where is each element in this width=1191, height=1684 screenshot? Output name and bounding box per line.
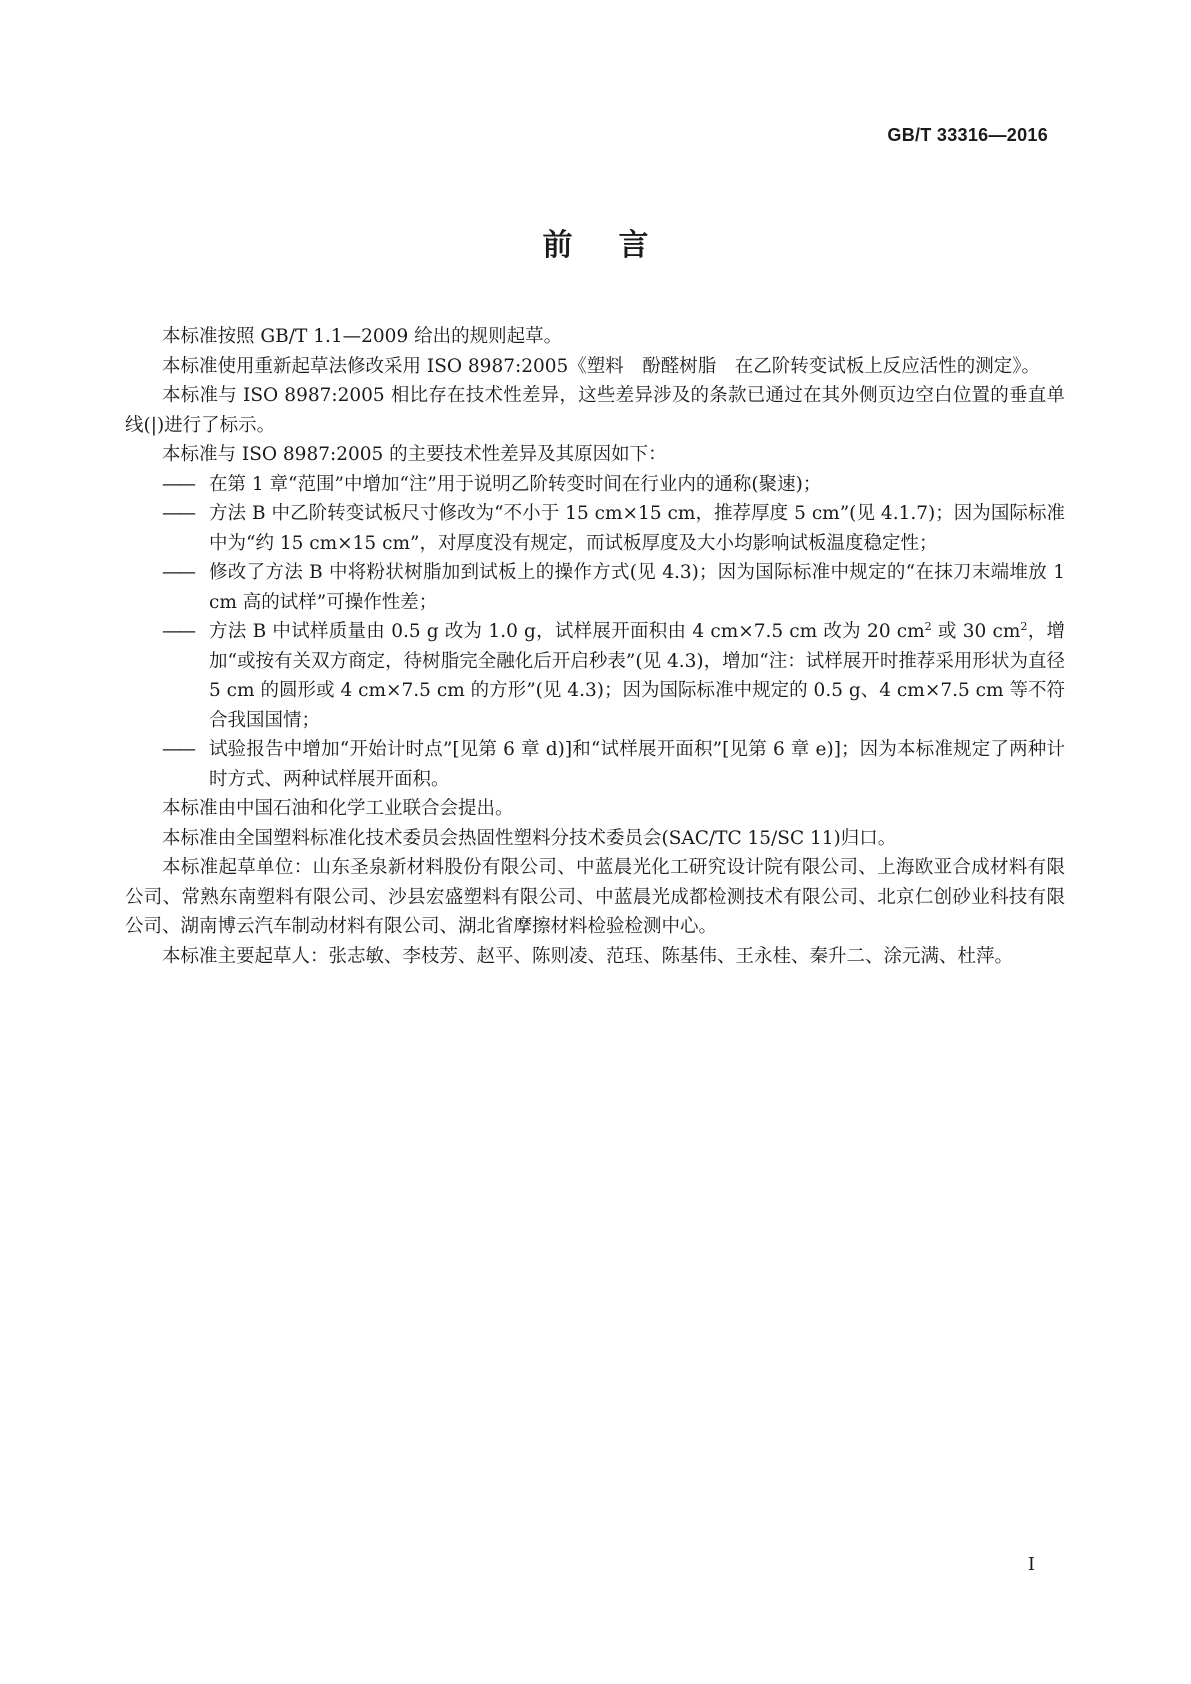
list-item bbox=[125, 617, 1065, 735]
page-number: I bbox=[1027, 1554, 1035, 1575]
dash-marker: —— bbox=[162, 562, 193, 583]
dash-marker: —— bbox=[162, 503, 193, 524]
paragraph-proposer: 本标准由中国石油和化学工业联合会提出。 bbox=[162, 798, 514, 819]
dash-marker: —— bbox=[162, 473, 193, 495]
list-item-text-part: 或 30 cm bbox=[931, 621, 1021, 642]
list-item-text: 在第 1 章“范围”中增加“注”用于说明乙阶转变时间在行业内的通称(聚速)； bbox=[209, 473, 822, 495]
paragraph-differences-intro: 本标准与 ISO 8987:2005 的主要技术性差异及其原因如下： bbox=[162, 444, 667, 465]
list-item-text: 方法 B 中乙阶转变试板尺寸修改为“不小于 15 cm×15 cm，推荐厚度 5 cm”(见 4.1.7)；因为国际标准中为“约 15 cm×15 cm”，对厚度没有规定，而试板厚度及大小均影响试板温度稳定性； bbox=[209, 503, 1065, 554]
page-title: 前言 bbox=[542, 228, 695, 263]
list-item bbox=[125, 735, 1065, 794]
standard-number: GB/T 33316—2016 bbox=[887, 125, 1048, 145]
list-item bbox=[125, 499, 1065, 558]
paragraph-drafting-units: 本标准起草单位：山东圣泉新材料股份有限公司、中蓝晨光化工研究设计院有限公司、上海欧亚合成材料有限公司、常熟东南塑料有限公司、沙县宏盛塑料有限公司、中蓝晨光成都检测技术有限公司、北京仁创砂业科技有限公司、湖南博云汽车制动材料有限公司、湖北省摩擦材料检验检测中心。 bbox=[125, 857, 1065, 937]
list-item-text-part: ，增加“或按有关双方商定，待树脂完全融化后开启秒表”(见 4.3)，增加“注：试样展开时推荐采用形状为直径 5 cm 的圆形或 4 cm×7.5 cm 的方形”(见 4.3)；因为国际标准中规定的 0.5 g、4 cm×7.5 cm 等不符合我国国情； bbox=[209, 621, 1065, 731]
paragraph-drafters: 本标准主要起草人：张志敏、李枝芳、赵平、陈则凌、范珏、陈基伟、王永桂、秦升二、涂元满、杜萍。 bbox=[162, 945, 1014, 967]
list-item-text bbox=[209, 621, 1065, 731]
list-item bbox=[125, 558, 1065, 617]
dash-marker: —— bbox=[162, 621, 193, 642]
superscript: 2 bbox=[924, 619, 932, 633]
foreword-body bbox=[125, 322, 1065, 971]
superscript: 2 bbox=[1020, 619, 1028, 633]
list-item bbox=[125, 470, 1065, 500]
list-item-text: 修改了方法 B 中将粉状树脂加到试板上的操作方式(见 4.3)；因为国际标准中规定的“在抹刀末端堆放 1 cm 高的试样”可操作性差； bbox=[209, 562, 1065, 613]
dash-marker: —— bbox=[162, 739, 193, 760]
list-item-text-part: 方法 B 中试样质量由 0.5 g 改为 1.0 g，试样展开面积由 4 cm×7.5 cm 改为 20 cm bbox=[209, 621, 925, 642]
list-item-text: 试验报告中增加“开始计时点”[见第 6 章 d)]和“试样展开面积”[见第 6 章 e)]；因为本标准规定了两种计时方式、两种试样展开面积。 bbox=[209, 739, 1065, 790]
paragraph-differences-marking: 本标准与 ISO 8987:2005 相比存在技术性差异，这些差异涉及的条款已通过在其外侧页边空白位置的垂直单线(|)进行了标示。 bbox=[125, 385, 1065, 436]
paragraph-drafting-rules: 本标准按照 GB/T 1.1—2009 给出的规则起草。 bbox=[162, 326, 563, 347]
paragraph-committee: 本标准由全国塑料标准化技术委员会热固性塑料分技术委员会(SAC/TC 15/SC 11)归口。 bbox=[162, 827, 897, 849]
paragraph-adoption: 本标准使用重新起草法修改采用 ISO 8987:2005《塑料 酚醛树脂 在乙阶转变试板上反应活性的测定》。 bbox=[162, 355, 1041, 377]
